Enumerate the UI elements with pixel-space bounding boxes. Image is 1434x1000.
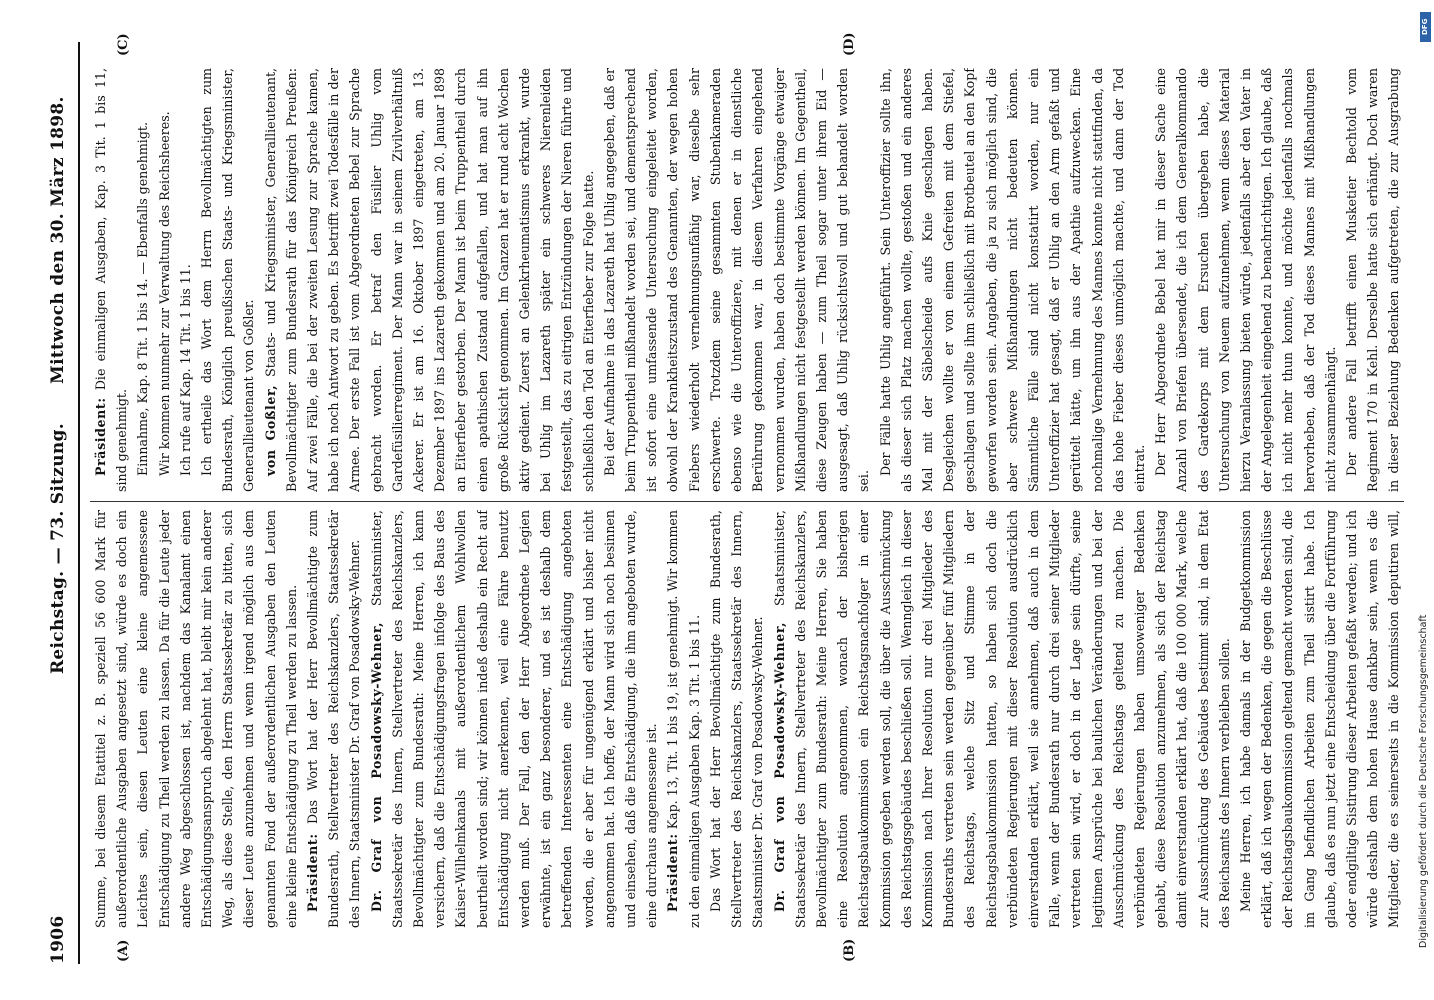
speaker-name: Präsident:: [665, 833, 681, 912]
header-rule: [78, 42, 80, 964]
speaker-name: Präsident:: [305, 833, 321, 912]
paragraph: Ich rufe auf Kap. 14 Tit. 1 bis 11.: [177, 264, 193, 476]
paragraph: Einnahme, Kap. 8 Tit. 1 bis 14. — Ebenfalls genehmigt.: [135, 122, 151, 476]
speaker-name: Präsident:: [93, 397, 108, 476]
digitization-note: Digitalisierung gefördert durch die Deutsche Forschungsgemeinschaft: [1418, 614, 1429, 948]
speaker-name: Dr. Graf von Posadowsky-Wehner,: [368, 621, 384, 912]
paragraph: Summe, bei diesem Etattitel z. B. speziell 56 600 Mark für außerordentliche Ausgaben angesetzt sind, würde es doch ein Leichtes sein, diesen Leuten eine kleine angemessene Entschädigung zu Theil werden zu lassen. Da für die Leute jeder andere Weg abgeschlossen ist, nachdem das Kanalamt einen Entschädigungsanspruch abgelehnt hat, bleibt mir kein anderer Weg, als diese Stelle, den Herrn Staatssekretär zu bitten, sich dieser Leute anzunehmen und wenn irgend möglich aus dem genannten Fond der außerordentlichen Ausgaben den Leuten eine kleine Entschädigung zu Theil werden zu lassen.: [93, 510, 299, 928]
speech-text: Staatsminister, Staatssekretär des Innern, Stellvertreter des Reichskanzlers, Bevollmächtigter zum Bundesrath: Meine Herren, ich kann versichern, daß die Entschädigungsfragen infolge des Baus des Kaiser-Wilhelmkanals mit außerordentlichem Wohlwollen beurtheilt worden sind; wir können indeß deshalb ein Recht auf Entschädigung nicht anerkennen, weil eine Fähre benutzt werden muß. Der Fall, den der Herr Abgeordnete Legien erwähnte, ist ein ganz besonderer, und es ist deshalb dem betreffenden Interessenten eine Entschädigung angeboten worden, die er aber für ungenügend erklärt und bisher nicht angenommen hat. Ich hoffe, der Mann wird sich noch besinnen und einsehen, daß die Entschädigung, die ihm angeboten wurde, eine durchaus angemessene ist.: [368, 510, 660, 928]
speech-text: Das Wort hat der Herr Bevollmächtigte zum Bundesrath, Stellvertreter des Reichskanzlers, Staatssekretär des Innern, Staatsminister Dr. Graf von Posadowsky-Wehner.: [305, 510, 363, 928]
speech-paragraph: [366, 510, 663, 928]
paragraph: Der Herr Abgeordnete Bebel hat mir in dieser Sache eine Anzahl von Briefen übersendet, die ich dem Generalkommando des Gardekorps mit dem Ersuchen übergeben habe, die Untersuchung von Neuem aufzunehmen, wenn dieses Material hierzu Veranlassung bieten würde, jedenfalls aber den Vater in der Angelegenheit eingehend zu benachrichtigen. Ich glaube, daß ich nicht mehr thun konnte, und möchte jedenfalls nochmals hervorheben, daß der Tod dieses Mannes mit Mißhandlungen nicht zusammenhängt.: [1153, 68, 1338, 492]
margin-mark-b: (B): [842, 938, 857, 962]
paragraph: Wir kommen nunmehr zur Verwaltung des Reichsheeres.: [156, 111, 172, 476]
margin-mark-c: (C): [116, 33, 131, 56]
speaker-name: Dr. Graf von Posadowsky-Wehner,: [771, 621, 787, 912]
page-title: Reichstag. — 73. Sitzung.: [48, 423, 68, 674]
speech-paragraph: [260, 68, 599, 492]
speaker-name: von Goßler,: [262, 384, 278, 476]
page-number: 1906: [48, 915, 68, 964]
paragraph: Ich ertheile das Wort dem Herrn Bevollmächtigten zum Bundesrath, Königlich preußischen Staats- und Kriegsminister, Generallieutenant von Goßler.: [199, 68, 257, 492]
column-divider: [90, 501, 1404, 502]
speech-text: Staatsminister, Staatssekretär des Innern, Stellvertreter des Reichskanzlers, Bevollmächtigter zum Bundesrath: Meine Herren, Sie haben eine Resolution angenommen, wonach der bisherigen Reichstagsbaukommission ein Reichstagsnachfolger in einer Kommission gegeben werden soll, die über die Ausschmückung des Reichstagsgebäudes beschließen soll. Wenngleich in dieser Kommission nach Ihrer Resolution nur drei Mitglieder des Bundesraths vertreten sein werden gegenüber fünf Mitgliedern des Reichstags, welche Sitz und Stimme in der Reichstagsbaukommission hatten, so haben sich doch die verbündeten Regierungen mit dieser Resolution ausdrücklich einverstanden erklärt, weil sie annehmen, daß auch in dem Falle, wenn der Bundesrath nur durch drei seiner Mitglieder vertreten sein wird, er doch in der Lage sein dürfte, seine legitimen Ansprüche bei baulichen Veränderungen und bei der Ausschmückung des Reichstags geltend zu machen. Die verbündeten Regierungen haben umsoweniger Bedenken gehabt, diese Resolution anzunehmen, als sich der Reichstag damit einverstanden erklärt hat, daß die 100 000 Mark, welche zur Ausschmückung des Gebäudes bestimmt sind, in dem Etat des Reichsamts des Innern verbleiben sollen.: [771, 510, 1232, 928]
margin-mark-d: (D): [842, 32, 857, 56]
speech-text: Kap. 13, Tit. 1 bis 19, ist genehmigt. Wir kommen zu den einmaligen Ausgaben Kap. 3 Tit. 1 bis 11.: [665, 510, 702, 928]
paragraph: Meine Herren, ich habe damals in der Budgetkommission erklärt, daß ich wegen der Bedenken, die gegen die Beschlüsse der Reichstagsbaukommission geltend gemacht worden sind, die im Gang befindlichen Arbeiten zum Theil sistirt habe. Ich glaube, daß es nun jetzt eine Entscheidung über die Fortführung oder endgiltige Sistirung dieser Arbeiten gefaßt werden; und ich würde deshalb dem hohen Hause dankbar sein, wenn es die Mitglieder, die es seinerseits in die Kommission deputiren will,: [1237, 510, 1402, 928]
margin-mark-a: (A): [116, 939, 131, 962]
speech-text: Die einmaligen Ausgaben, Kap. 3 Tit. 1 bis 11, sind genehmigt.: [93, 68, 130, 492]
speech-paragraph: [662, 510, 704, 928]
paragraph: Das Wort hat der Herr Bevollmächtigte zum Bundesrath, Stellvertreter des Reichskanzlers, Staatssekretär des Innern, Staatsminister Dr. Graf von Posadowsky-Wehner.: [707, 510, 766, 928]
speech-paragraph: [302, 510, 366, 928]
paragraph: Der Fälle hatte Uhlig angeführt. Sein Unteroffizier sollte ihn, als dieser sich Platz machen wollte, gestoßen und ein anderes Mal mit der Säbelscheide aufs Knie geschlagen haben. Desgleichen wollte er von einem Gefreiten mit dem Stiefel, geschlagen und sollte ihm schließlich mit Brotbeutel an den Kopf geworfen worden sein. Angaben, die ja zu sich möglich sind, die aber schwere Mißhandlungen nicht bedeuten können. Sämmtliche Fälle sind nicht konstatirt worden, nur ein Unteroffizier hat gesagt, daß er Uhlig an den Arm gefaßt und gerüttelt hätte, um ihn aus der Apathie aufzuwecken. Eine nochmalige Vernehmung des Mannes konnte nicht stattfinden, da das hohe Fieber dieses unmöglich machte, und dann der Tod eintrat.: [877, 68, 1147, 492]
page-header: [48, 42, 78, 964]
paragraph: Bei der Aufnahme in das Lazareth hat Uhlig angegeben, daß er beim Truppentheil mißhandelt worden sei, und dementsprechend ist sofort eine umfassende Untersuchung eingeleitet worden, obwohl der Krankheitszustand des Genannten, der wegen hohen Fiebers wiederholt vernehmungsunfähig war, dieselbe sehr erschwerte. Trotzdem seine gesammten Stubenkameraden ebenso wie die Unteroffiziere, mit denen er in dienstliche Berührung gekommen war, in diesem Verfahren eingehend vernommen wurden, haben doch bestimmte Vorgänge etwaiger Mißhandlungen nicht festgestellt werden können. Im Gegentheil, diese Zeugen haben — zum Theil sogar unter ihrem Eid — ausgesagt, daß Uhlig rücksichtsvoll und gut behandelt worden sei.: [601, 68, 872, 492]
speech-paragraph: [90, 68, 132, 492]
session-date: Mittwoch den 30. März 1898.: [48, 96, 68, 384]
left-column: [90, 510, 1404, 928]
speech-text: Staats- und Kriegsminister, Generallieutenant, Bevollmächtigter zum Bundesrath für das Königreich Preußen: Auf zwei Fälle, die bei der zweiten Lesung zur Sprache kamen, habe ich noch Antwort zu geben. Es betrifft zwei Todesfälle in der Armee. Der erste Fall ist vom Abgeordneten Bebel zur Sprache gebracht worden. Er betraf den Füsilier Uhlig vom Gardefüsilierregiment. Der Mann war in seinem Zivilverhältniß Ackerer. Er ist am 16. Oktober 1897 eingetreten, am 13. Dezember 1897 ins Lazareth gekommen und am 20. Januar 1898 an Eiterfieber gestorben. Der Mann ist beim Truppentheil durch einen apathischen Zustand aufgefallen, und hat man auf ihn große Rücksicht genommen. Im Ganzen hat er rund acht Wochen aktiv gedient. Zuerst an Gelenkrheumatismus erkrankt, wurde bei Uhlig im Lazareth später ein schweres Nierenleiden festgestellt, das zu eitrigen Entzündungen der Nieren führte und schließlich den Tod an Eiterfieber zur Folge hatte.: [262, 68, 596, 492]
right-column: [90, 68, 1404, 492]
paragraph: Der andere Fall betrifft einen Musketier Bechtold vom Regiment 170 in Kehl. Derselbe hatte sich erhängt. Doch waren in dieser Beziehung Bedenken aufgetreten, die zur Ausgrabung: [1343, 68, 1402, 492]
speech-paragraph: [769, 510, 1235, 928]
dfg-logo-icon: DFG: [1420, 12, 1431, 42]
